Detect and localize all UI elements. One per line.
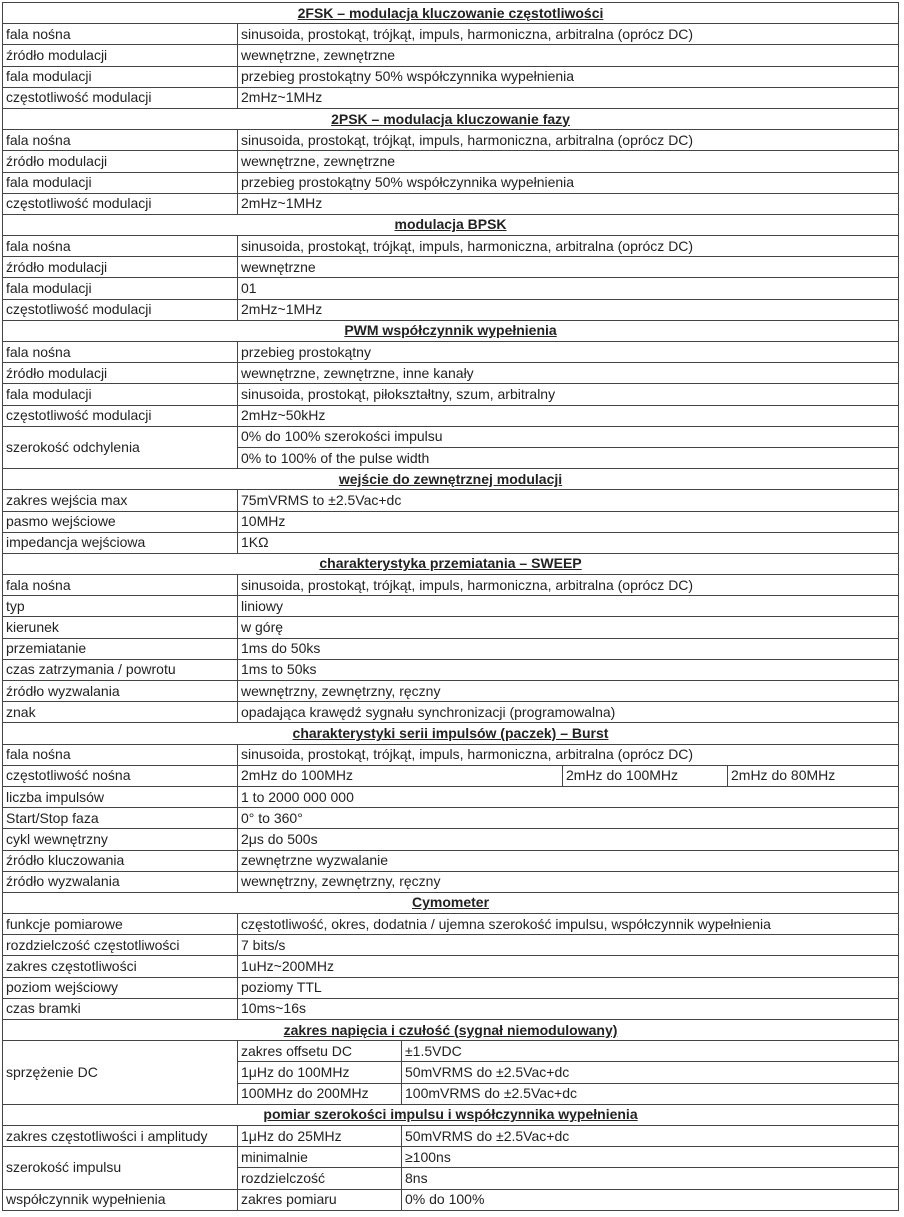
- row-label: czas zatrzymania / powrotu: [3, 659, 238, 680]
- row-label: cykl wewnętrzny: [3, 829, 238, 850]
- table-row: [3, 172, 899, 193]
- row-label: współczynnik wypełnienia: [3, 1189, 238, 1210]
- table-row: [3, 342, 899, 363]
- table-row: [3, 87, 899, 108]
- row-label: częstotliwość modulacji: [3, 193, 238, 214]
- table-row: [3, 786, 899, 807]
- row-value: opadająca krawędź sygnału synchronizacji (programowalna): [238, 702, 899, 723]
- section-header: [3, 108, 899, 129]
- row-value: 75mVRMS to ±2.5Vac+dc: [238, 490, 899, 511]
- row-label: źródło kluczowania: [3, 850, 238, 871]
- row-value: wewnętrzny, zewnętrzny, ręczny: [238, 871, 899, 892]
- row-value: 2mHz~1MHz: [238, 87, 899, 108]
- row-value: 0% to 100% of the pulse width: [238, 447, 899, 468]
- table-row: [3, 638, 899, 659]
- row-value: 2mHz~50kHz: [238, 405, 899, 426]
- row-value: zewnętrzne wyzwalanie: [238, 850, 899, 871]
- row-label: fala modulacji: [3, 278, 238, 299]
- section-title-cymometer: Cymometer: [3, 892, 899, 913]
- table-row: [3, 426, 899, 447]
- row-value: sinusoida, prostokąt, piłokształtny, szum, arbitralny: [238, 384, 899, 405]
- row-label: szerokość odchylenia: [3, 426, 238, 468]
- row-label: zakres wejścia max: [3, 490, 238, 511]
- section-header: [3, 1104, 899, 1125]
- row-label: fala nośna: [3, 130, 238, 151]
- table-row: [3, 808, 899, 829]
- row-label: liczba impulsów: [3, 786, 238, 807]
- table-row: [3, 596, 899, 617]
- section-title-2psk: 2PSK – modulacja kluczowanie fazy: [3, 108, 899, 129]
- row-value: 0% do 100%: [402, 1189, 899, 1210]
- row-label: fala nośna: [3, 744, 238, 765]
- row-value: 1KΩ: [238, 532, 899, 553]
- table-row: [3, 681, 899, 702]
- table-row: [3, 66, 899, 87]
- row-value: sinusoida, prostokąt, trójkąt, impuls, harmoniczna, arbitralna (oprócz DC): [238, 236, 899, 257]
- row-value: ±1.5VDC: [402, 1041, 899, 1062]
- section-title-ext-input: wejście do zewnętrznej modulacji: [3, 469, 899, 490]
- row-value: sinusoida, prostokąt, trójkąt, impuls, harmoniczna, arbitralna (oprócz DC): [238, 130, 899, 151]
- row-value: przebieg prostokątny 50% współczynnika wypełnienia: [238, 172, 899, 193]
- row-label: poziom wejściowy: [3, 977, 238, 998]
- row-value: wewnętrzne: [238, 257, 899, 278]
- table-row: [3, 490, 899, 511]
- row-label: źródło modulacji: [3, 257, 238, 278]
- row-value: częstotliwość, okres, dodatnia / ujemna szerokość impulsu, współczynnik wypełnienia: [238, 914, 899, 935]
- row-value: 2μs do 500s: [238, 829, 899, 850]
- row-value: 1 to 2000 000 000: [238, 786, 899, 807]
- row-value: sinusoida, prostokąt, trójkąt, impuls, harmoniczna, arbitralna (oprócz DC): [238, 24, 899, 45]
- table-row: [3, 914, 899, 935]
- section-header: [3, 3, 899, 24]
- row-sublabel: zakres pomiaru: [238, 1189, 402, 1210]
- section-title-voltage: zakres napięcia i czułość (sygnał niemodulowany): [3, 1020, 899, 1041]
- spec-table: [2, 2, 899, 1211]
- row-value: wewnętrzny, zewnętrzny, ręczny: [238, 681, 899, 702]
- table-row: [3, 617, 899, 638]
- row-value: 1ms do 50ks: [238, 638, 899, 659]
- table-row: [3, 45, 899, 66]
- row-value: sinusoida, prostokąt, trójkąt, impuls, harmoniczna, arbitralna (oprócz DC): [238, 575, 899, 596]
- row-value: 2mHz do 80MHz: [728, 765, 899, 786]
- row-sublabel: zakres offsetu DC: [238, 1041, 402, 1062]
- table-row: [3, 850, 899, 871]
- row-value: 2mHz do 100MHz: [563, 765, 728, 786]
- row-label: fala nośna: [3, 575, 238, 596]
- row-label: rozdzielczość częstotliwości: [3, 935, 238, 956]
- row-value: 0° to 360°: [238, 808, 899, 829]
- row-value: 50mVRMS do ±2.5Vac+dc: [402, 1062, 899, 1083]
- table-row: [3, 575, 899, 596]
- row-label: częstotliwość modulacji: [3, 299, 238, 320]
- row-sublabel: 100MHz do 200MHz: [238, 1083, 402, 1104]
- section-title-sweep: charakterystyka przemiatania – SWEEP: [3, 553, 899, 574]
- table-row: [3, 977, 899, 998]
- row-label: częstotliwość modulacji: [3, 87, 238, 108]
- row-value: 10ms~16s: [238, 998, 899, 1019]
- row-value: przebieg prostokątny 50% współczynnika wypełnienia: [238, 66, 899, 87]
- section-header: [3, 214, 899, 235]
- row-label: źródło modulacji: [3, 151, 238, 172]
- row-value: wewnętrzne, zewnętrzne, inne kanały: [238, 363, 899, 384]
- table-row: [3, 956, 899, 977]
- row-label: fala modulacji: [3, 172, 238, 193]
- row-value: przebieg prostokątny: [238, 342, 899, 363]
- row-label: impedancja wejściowa: [3, 532, 238, 553]
- row-value: 1uHz~200MHz: [238, 956, 899, 977]
- row-sublabel: 1μHz do 100MHz: [238, 1062, 402, 1083]
- table-row: [3, 257, 899, 278]
- section-title-bpsk: modulacja BPSK: [3, 214, 899, 235]
- row-label: przemiatanie: [3, 638, 238, 659]
- table-row: [3, 1189, 899, 1210]
- row-label: zakres częstotliwości: [3, 956, 238, 977]
- row-value: 2mHz~1MHz: [238, 193, 899, 214]
- table-row: [3, 702, 899, 723]
- section-title-pwm: PWM współczynnik wypełnienia: [3, 320, 899, 341]
- table-row: [3, 405, 899, 426]
- row-label: częstotliwość nośna: [3, 765, 238, 786]
- table-row: [3, 935, 899, 956]
- row-value: wewnętrzne, zewnętrzne: [238, 151, 899, 172]
- row-label: czas bramki: [3, 998, 238, 1019]
- row-label: fala nośna: [3, 24, 238, 45]
- row-value: 50mVRMS do ±2.5Vac+dc: [402, 1125, 899, 1146]
- row-value: wewnętrzne, zewnętrzne: [238, 45, 899, 66]
- section-header: [3, 553, 899, 574]
- table-row: [3, 532, 899, 553]
- row-label: źródło modulacji: [3, 45, 238, 66]
- section-header: [3, 469, 899, 490]
- row-label: źródło wyzwalania: [3, 871, 238, 892]
- row-label: fala modulacji: [3, 384, 238, 405]
- row-label: typ: [3, 596, 238, 617]
- row-label: pasmo wejściowe: [3, 511, 238, 532]
- table-row: [3, 1041, 899, 1062]
- row-label: częstotliwość modulacji: [3, 405, 238, 426]
- row-label: sprzężenie DC: [3, 1041, 238, 1105]
- table-row: [3, 278, 899, 299]
- row-label: źródło wyzwalania: [3, 681, 238, 702]
- table-row: [3, 193, 899, 214]
- section-header: [3, 320, 899, 341]
- row-label: znak: [3, 702, 238, 723]
- row-value: 2mHz~1MHz: [238, 299, 899, 320]
- table-row: [3, 236, 899, 257]
- row-value: ≥100ns: [402, 1147, 899, 1168]
- row-value: 0% do 100% szerokości impulsu: [238, 426, 899, 447]
- table-row: [3, 659, 899, 680]
- table-row: [3, 744, 899, 765]
- table-row: [3, 24, 899, 45]
- row-value: 01: [238, 278, 899, 299]
- row-sublabel: 1μHz do 25MHz: [238, 1125, 402, 1146]
- row-value: sinusoida, prostokąt, trójkąt, impuls, harmoniczna, arbitralna (oprócz DC): [238, 744, 899, 765]
- section-title-pulse: pomiar szerokości impulsu i współczynnika wypełnienia: [3, 1104, 899, 1125]
- table-row: [3, 384, 899, 405]
- row-value: poziomy TTL: [238, 977, 899, 998]
- table-row: [3, 1125, 899, 1146]
- table-row: [3, 998, 899, 1019]
- row-label: fala nośna: [3, 342, 238, 363]
- table-row: [3, 130, 899, 151]
- row-value: 100mVRMS do ±2.5Vac+dc: [402, 1083, 899, 1104]
- table-row: [3, 299, 899, 320]
- table-row: [3, 765, 899, 786]
- table-row: [3, 511, 899, 532]
- row-sublabel: rozdzielczość: [238, 1168, 402, 1189]
- table-row: [3, 829, 899, 850]
- row-label: źródło modulacji: [3, 363, 238, 384]
- row-label: fala modulacji: [3, 66, 238, 87]
- table-row: [3, 1147, 899, 1168]
- row-value: liniowy: [238, 596, 899, 617]
- row-label: kierunek: [3, 617, 238, 638]
- table-row: [3, 151, 899, 172]
- section-header: [3, 1020, 899, 1041]
- row-label: funkcje pomiarowe: [3, 914, 238, 935]
- row-value: w górę: [238, 617, 899, 638]
- row-value: 2mHz do 100MHz: [238, 765, 563, 786]
- row-value: 10MHz: [238, 511, 899, 532]
- table-row: [3, 871, 899, 892]
- row-value: 7 bits/s: [238, 935, 899, 956]
- row-label: fala nośna: [3, 236, 238, 257]
- row-value: 8ns: [402, 1168, 899, 1189]
- row-label: zakres częstotliwości i amplitudy: [3, 1125, 238, 1146]
- row-sublabel: minimalnie: [238, 1147, 402, 1168]
- section-title-2fsk: 2FSK – modulacja kluczowanie częstotliwości: [3, 3, 899, 24]
- section-header: [3, 892, 899, 913]
- row-value: 1ms to 50ks: [238, 659, 899, 680]
- section-header: [3, 723, 899, 744]
- section-title-burst: charakterystyki serii impulsów (paczek) – Burst: [3, 723, 899, 744]
- table-row: [3, 363, 899, 384]
- row-label: Start/Stop faza: [3, 808, 238, 829]
- row-label: szerokość impulsu: [3, 1147, 238, 1189]
